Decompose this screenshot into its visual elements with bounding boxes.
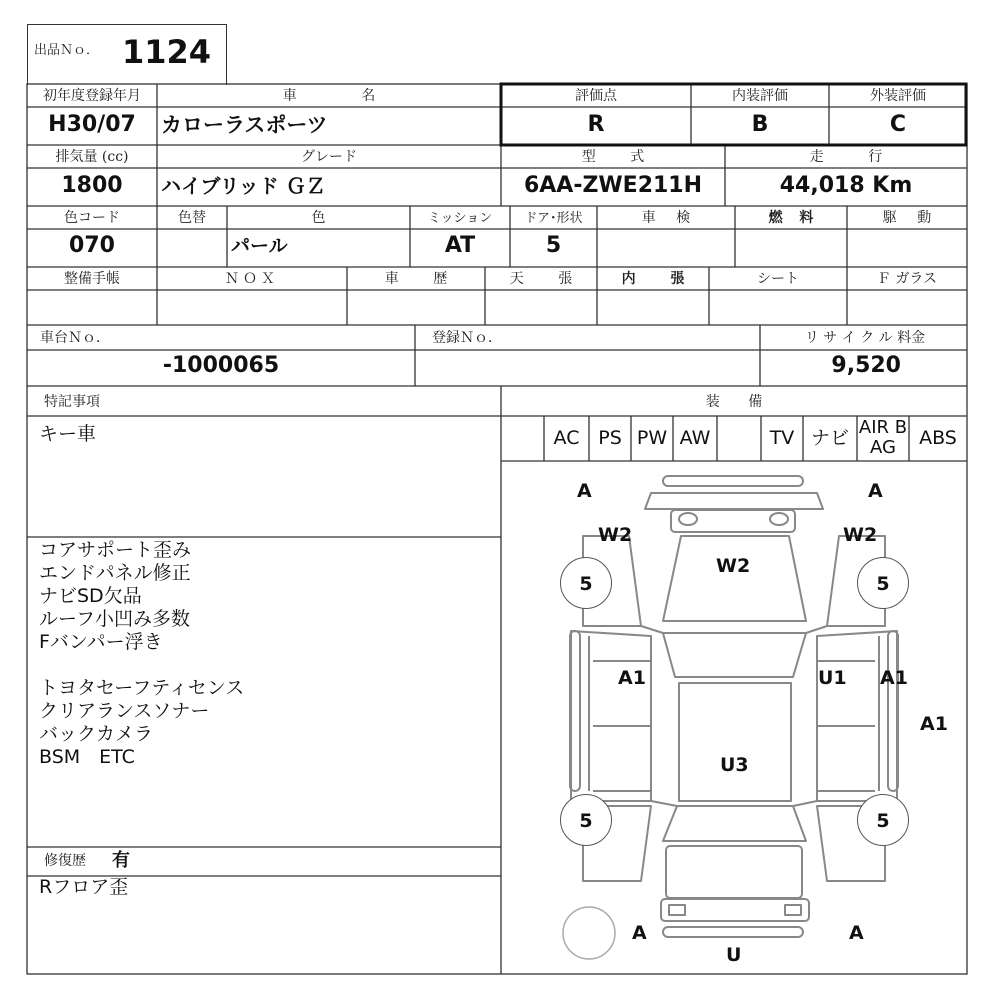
first-reg-label: 初年度登録年月: [43, 88, 141, 104]
equip-aw: AW: [679, 427, 711, 449]
car-diagram: [501, 461, 967, 974]
seat-label: シート: [757, 271, 799, 287]
mark-right-door-a: A1: [880, 667, 908, 689]
notes-list: [39, 539, 494, 769]
grade-label: グレード: [301, 149, 357, 165]
reg-label: 登録Ｎｏ．: [432, 330, 502, 346]
displacement-label: 排気量 (cc): [55, 149, 129, 165]
tire-front-right: 5: [857, 557, 909, 609]
equipment-label: 装 備: [705, 394, 763, 410]
equip-navi: ナビ: [810, 427, 849, 449]
maintenance-label: 整備手帳: [64, 271, 120, 287]
note-line: ナビSD欠品: [39, 585, 142, 607]
tire-rear-right: 5: [857, 794, 909, 846]
drive-label: 駆 動: [882, 210, 932, 226]
repair-label: 修復歴: [44, 853, 86, 869]
lot-label: 出品Ｎｏ．: [34, 43, 100, 58]
mark-rear-right-corner: A: [849, 922, 864, 944]
note-line: コアサポート歪み: [39, 539, 192, 561]
score-value: R: [587, 112, 605, 137]
transmission-label: ミッション: [427, 211, 493, 226]
lot-number: 1124: [122, 33, 212, 71]
mark-rear-bumper: U: [726, 944, 742, 966]
mark-roof: U3: [720, 754, 749, 776]
mark-right-door-u: U1: [818, 667, 847, 689]
equip-ac: AC: [553, 427, 580, 449]
equip-ps: PS: [598, 427, 622, 449]
equip-pw: PW: [636, 427, 668, 449]
car-name-label: 車 名: [282, 88, 376, 104]
chassis-value: -1000065: [162, 353, 280, 378]
exterior-label: 外装評価: [870, 88, 926, 104]
note-line: [39, 654, 494, 677]
roof-label: 天 張: [509, 271, 573, 287]
equip-airbag: AIR BAG: [858, 417, 908, 458]
repair-detail: Rフロア歪: [39, 876, 129, 898]
recycle-label: リ サ イ ク ル 料金: [804, 330, 926, 346]
glass-label: Ｆ ガラス: [876, 271, 938, 287]
note-line: Fバンパー浮き: [39, 631, 163, 653]
exterior-value: C: [889, 112, 907, 137]
mark-left-fender: W2: [598, 524, 633, 546]
mark-rear-left-corner: A: [632, 922, 647, 944]
repaint-label: 色替: [178, 210, 206, 226]
mark-hood: W2: [716, 555, 751, 577]
equip-tv: TV: [769, 427, 795, 449]
note-line: トヨタセーフティセンス: [39, 677, 245, 699]
mark-right-fender: W2: [843, 524, 878, 546]
mileage-label: 走 行: [809, 149, 883, 165]
score-label: 評価点: [575, 88, 617, 104]
color-code-label: 色コード: [64, 210, 120, 226]
transmission-value: AT: [444, 233, 476, 258]
model-value: 6AA-ZWE211H: [523, 173, 703, 198]
tire-rear-left: 5: [560, 794, 612, 846]
note-line: バックカメラ: [39, 723, 154, 745]
color-value: パール: [231, 235, 288, 257]
recycle-value: 9,520: [831, 353, 901, 378]
fuel-label: 燃 料: [768, 210, 814, 226]
mark-left-door: A1: [618, 667, 646, 689]
mark-front-left-corner: A: [577, 480, 592, 502]
car-name-value: カローラスポーツ: [161, 113, 328, 137]
displacement-value: 1800: [61, 173, 123, 198]
first-reg-value: H30/07: [48, 112, 136, 137]
mark-front-right-corner: A: [868, 480, 883, 502]
doors-value: 5: [545, 233, 562, 258]
repair-value: 有: [112, 850, 130, 871]
mark-right-side: A1: [920, 713, 948, 735]
interior-label: 内装評価: [732, 88, 788, 104]
nox-label: ＮＯＸ: [225, 271, 279, 287]
note-line: エンドパネル修正: [39, 562, 191, 584]
interior-trim-label: 内 張: [621, 271, 685, 287]
note-line: クリアランスソナー: [39, 700, 210, 722]
mileage-value: 44,018 Km: [779, 173, 913, 198]
model-label: 型 式: [581, 149, 645, 165]
equip-abs: ABS: [919, 427, 957, 449]
doors-label: ドア･形状: [524, 211, 583, 226]
color-code-value: 070: [69, 233, 115, 258]
tire-front-left: 5: [560, 557, 612, 609]
chassis-label: 車台Ｎｏ．: [40, 330, 110, 346]
inspection-label: 車 検: [641, 210, 691, 226]
grade-value: ハイブリッド ＧＺ: [161, 174, 326, 198]
interior-value: B: [751, 112, 769, 137]
notes-line-1: キー車: [39, 423, 97, 445]
note-line: BSM ETC: [39, 746, 135, 768]
note-line: ルーフ小凹み多数: [39, 608, 191, 630]
history-label: 車 歴: [384, 271, 448, 287]
notes-label: 特記事項: [44, 394, 100, 410]
color-label: 色: [311, 210, 326, 226]
